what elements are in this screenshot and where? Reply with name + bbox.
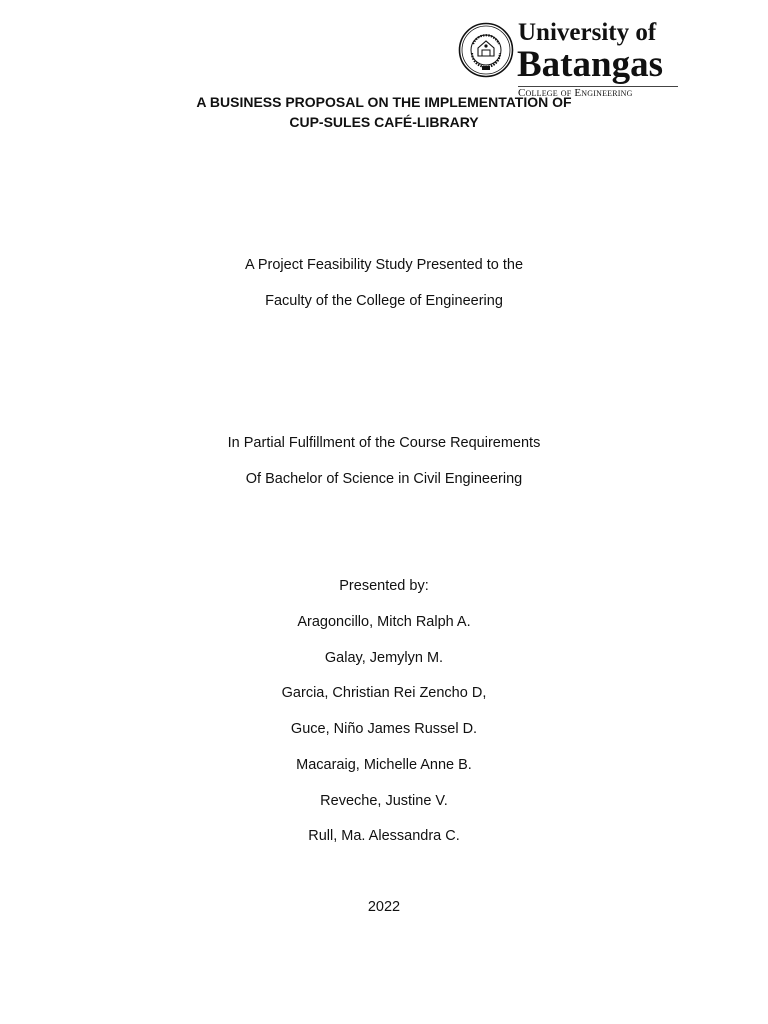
presenter-name: Rull, Ma. Alessandra C. xyxy=(308,828,460,844)
presented-by-heading: Presented by: xyxy=(339,578,429,594)
presenter-name: Garcia, Christian Rei Zencho D, xyxy=(281,685,487,701)
university-name-line1: University of xyxy=(518,19,657,46)
proposal-title-line2: CUP-SULES CAFÉ-LIBRARY xyxy=(289,114,479,130)
university-logo xyxy=(458,19,682,104)
presenter-name: Macaraig, Michelle Anne B. xyxy=(296,757,472,773)
university-seal-icon xyxy=(458,22,514,78)
presentation-line1: A Project Feasibility Study Presented to the xyxy=(244,257,524,273)
college-name: College of Engineering xyxy=(518,87,633,99)
presentation-line2: Faculty of the College of Engineering xyxy=(265,293,503,309)
year: 2022 xyxy=(367,899,401,915)
fulfillment-line2: Of Bachelor of Science in Civil Engineering xyxy=(245,471,523,487)
presenter-name: Reveche, Justine V. xyxy=(320,793,448,809)
presenter-name: Galay, Jemylyn M. xyxy=(324,650,444,666)
proposal-title-line1: A BUSINESS PROPOSAL ON THE IMPLEMENTATION OF xyxy=(196,94,572,110)
presenter-name: Guce, Niño James Russel D. xyxy=(290,721,478,737)
presenter-name: Aragoncillo, Mitch Ralph A. xyxy=(297,614,471,630)
university-name-line2: Batangas xyxy=(517,44,663,85)
fulfillment-line1: In Partial Fulfillment of the Course Requirements xyxy=(227,435,541,451)
